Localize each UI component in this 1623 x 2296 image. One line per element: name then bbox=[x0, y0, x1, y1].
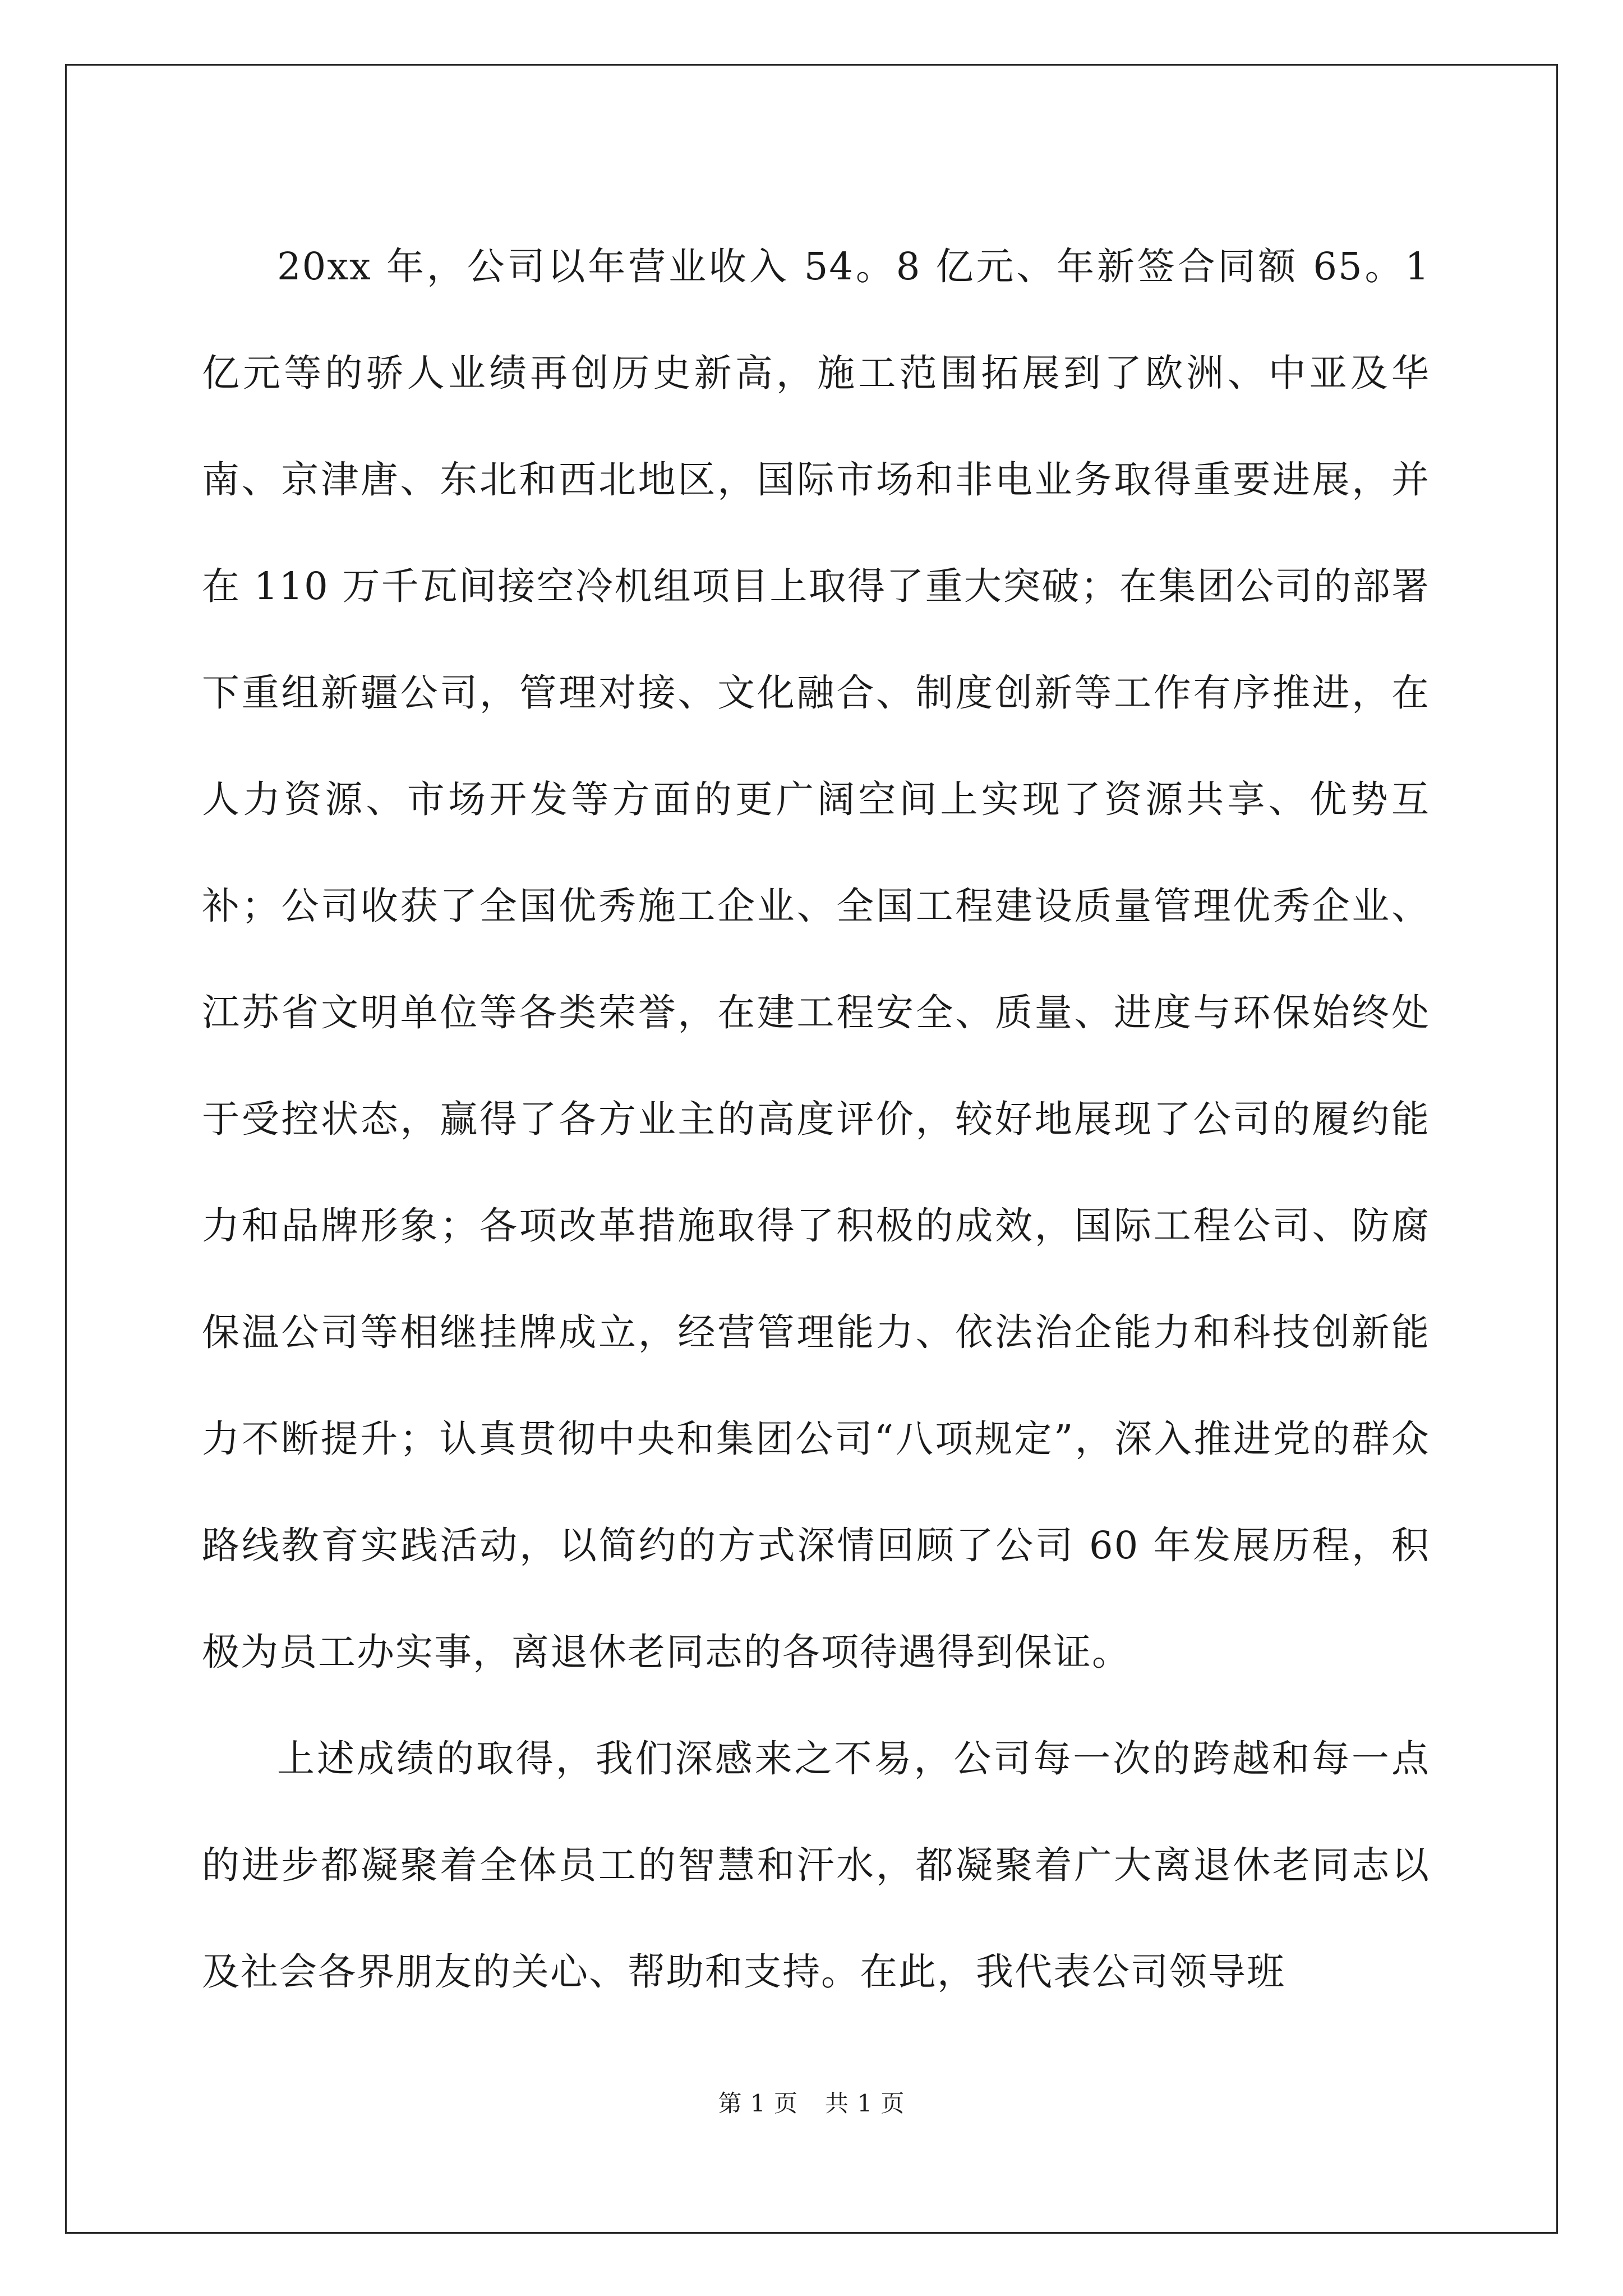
paragraph: 20xx 年，公司以年营业收入 54。8 亿元、年新签合同额 65。1 亿元等的骄人业绩再创历史新高，施工范围拓展到了欧洲、中亚及华南、京津唐、东北和西北地区，国际市场和非电业务取得重要进展，并在 110 万千瓦间接空冷机组项目上取得了重大突破；在集团公司的部署下重组新疆公司，管理对接、文化融合、制度创新等工作有序推进，在人力资源、市场开发等方面的更广阔空间上实现了资源共享、优势互补；公司收获了全国优秀施工企业、全国工程建设质量管理优秀企业、江苏省文明单位等各类荣誉，在建工程安全、质量、进度与环保始终处于受控状态，赢得了各方业主的高度评价，较好地展现了公司的履约能力和品牌形象；各项改革措施取得了积极的成效，国际工程公司、防腐保温公司等相继挂牌成立，经营管理能力、依法治企能力和科技创新能力不断提升；认真贯彻中央和集团公司“八项规定”，深入推进党的群众路线教育实践活动，以简约的方式深情回顾了公司 60 年发展历程，积极为员工办实事，离退休老同志的各项待遇得到保证。 bbox=[202, 245, 1430, 1674]
page-number: 第 1 页 bbox=[718, 2090, 798, 2117]
document-body bbox=[202, 213, 1430, 2025]
page-footer bbox=[0, 2087, 1623, 2120]
paragraph: 上述成绩的取得，我们深感来之不易，公司每一次的跨越和每一点的进步都凝聚着全体员工的智慧和汗水，都凝聚着广大离退休老同志以及社会各界朋友的关心、帮助和支持。在此，我代表公司领导班 bbox=[202, 1737, 1430, 1994]
page-count: 共 1 页 bbox=[825, 2090, 905, 2117]
